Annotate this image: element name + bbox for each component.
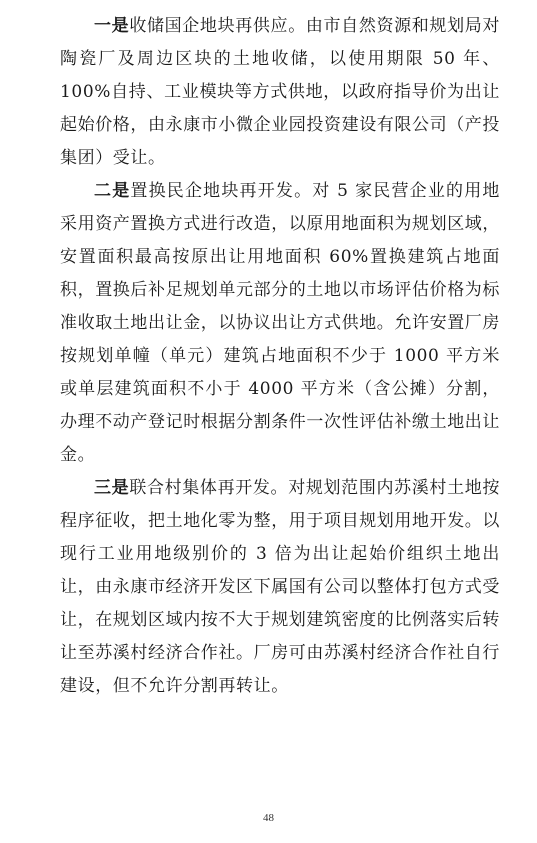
paragraph-1-lead: 一是 <box>94 16 130 36</box>
body-text <box>60 10 500 703</box>
paragraph-2 <box>60 175 500 472</box>
paragraph-1-text: 收储国企地块再供应。由市自然资源和规划局对陶瓷厂及周边区块的土地收储，以使用期限 50 年、100%自持、工业模块等方式供地，以政府指导价为出让起始价格，由永康市小微企业园投资建设有限公司（产投集团）受让。 <box>60 16 500 168</box>
page-number: 48 <box>263 812 274 824</box>
paragraph-3-lead: 三是 <box>94 478 130 498</box>
paragraph-3-text: 联合村集体再开发。对规划范围内苏溪村土地按程序征收，把土地化零为整，用于项目规划用地开发。以现行工业用地级别价的 3 倍为出让起始价组织土地出让，由永康市经济开发区下属国有公司以整体打包方式受让，在规划区域内按不大于规划建筑密度的比例落实后转让至苏溪村经济合作社。厂房可由苏溪村经济合作社自行建设，但不允许分割再转让。 <box>60 478 500 696</box>
paragraph-3 <box>60 472 500 703</box>
paragraph-2-text: 置换民企地块再开发。对 5 家民营企业的用地采用资产置换方式进行改造，以原用地面积为规划区域，安置面积最高按原出让用地面积 60%置换建筑占地面积，置换后补足规划单元部分的土地以市场评估价格为标准收取土地出让金，以协议出让方式供地。允许安置厂房按规划单幢（单元）建筑占地面积不少于 1000 平方米或单层建筑面积不小于 4000 平方米（含公摊）分割，办理不动产登记时根据分割条件一次性评估补缴土地出让金。 <box>60 181 501 465</box>
paragraph-1 <box>60 10 500 175</box>
paragraph-2-lead: 二是 <box>94 181 131 201</box>
